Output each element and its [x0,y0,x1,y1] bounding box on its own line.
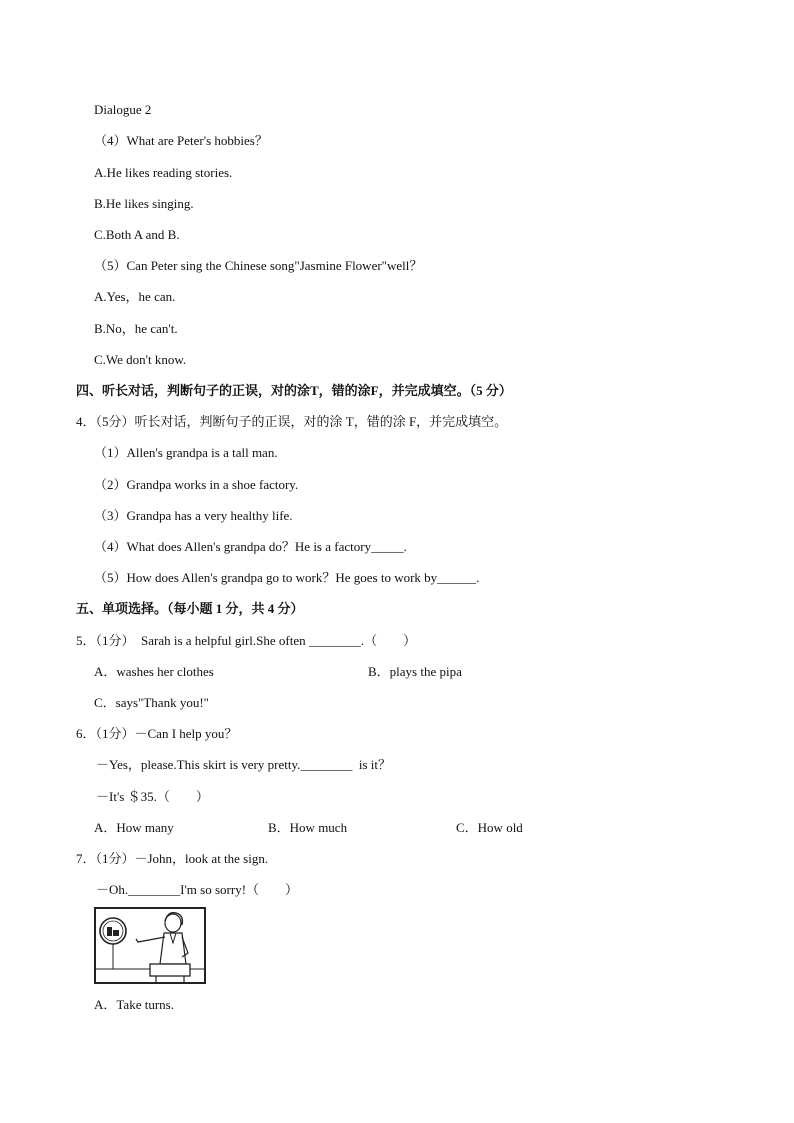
mc-question-5: 5．（1分） Sarah is a helpful girl.She often ________.（ ） [76,633,417,648]
mc-question-7: 7．（1分）－John，look at the sign. [76,851,269,866]
mc-question-6-line2: －Yes，please.This skirt is very pretty.________ is it？ [96,757,392,772]
mc-question-7-line2: －Oh.________I'm so sorry!（ ） [96,882,299,897]
section4-heading: 四、听长对话，判断句子的正误，对的涂T，错的涂F，并完成填空。（5 分） [76,383,512,398]
mc-question-6: 6．（1分）－Can I help you？ [76,726,238,741]
mc-option-5c: C．says"Thank you!" [94,695,209,710]
option-5b: B.No，he can't. [94,321,178,336]
question-4: （4）What are Peter's hobbies？ [94,133,268,148]
mc-option-5b: B．plays the pipa [368,664,462,679]
statement-1: （1）Allen's grandpa is a tall man. [94,445,278,460]
option-4c: C.Both A and B. [94,227,180,242]
option-5c: C.We don't know. [94,352,187,367]
option-5a: A.Yes，he can. [94,289,176,304]
mc-option-5a: A．washes her clothes [94,664,214,679]
statement-2: （2）Grandpa works in a shoe factory. [94,477,299,492]
mc-option-6a: A．How many [94,820,174,835]
mc-option-6b: B．How much [268,820,348,835]
question-5: （5）Can Peter sing the Chinese song"Jasmine Flower"well？ [94,258,423,273]
section5-heading: 五、单项选择。（每小题 1 分，共 4 分） [76,601,304,616]
section4-question: 4．（5分）听长对话，判断句子的正误，对的涂 T，错的涂 F，并完成填空。 [76,414,508,429]
mc-option-6c: C．How old [456,820,523,835]
statement-5: （5）How does Allen's grandpa go to work？He goes to work by______. [94,570,480,585]
dialogue-title: Dialogue 2 [94,102,152,117]
mc-option-7a: A．Take turns. [94,997,174,1012]
statement-3: （3）Grandpa has a very healthy life. [94,508,293,523]
option-4b: B.He likes singing. [94,196,194,211]
statement-4: （4）What does Allen's grandpa do？He is a factory_____. [94,539,407,554]
option-4a: A.He likes reading stories. [94,165,233,180]
sign-illustration [94,907,206,984]
teacher-pointing-at-sign-icon [96,909,204,982]
mc-question-6-line3: －It's ＄35.（ ） [96,789,209,804]
